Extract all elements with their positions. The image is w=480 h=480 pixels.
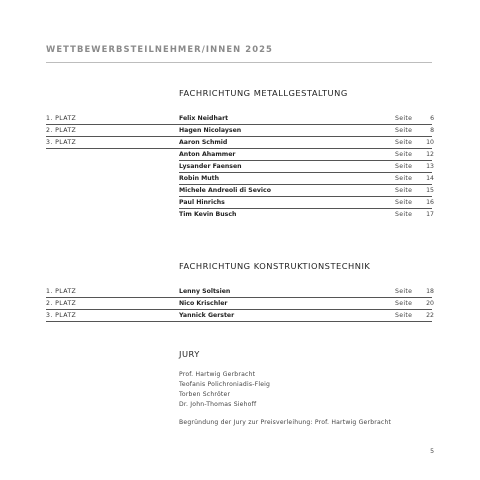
place-label-1: 1. PLATZ (46, 288, 77, 295)
jury-member: Dr. John-Thomas Siehoff (179, 401, 257, 408)
entry-name: Lenny Soltsien (179, 288, 231, 295)
entry-name: Lysander Faensen (179, 163, 242, 170)
jury-note: Begründung der Jury zur Preisverleihung: Prof. Hartwig Gerbracht (179, 419, 392, 426)
header-divider (46, 62, 432, 63)
entry-seite-label: Seite (395, 187, 413, 194)
entry-seite-label: Seite (395, 300, 413, 307)
entry-seite-label: Seite (395, 127, 413, 134)
entry-seite-label: Seite (395, 139, 413, 146)
page-number: 5 (430, 448, 434, 455)
jury-member: Prof. Hartwig Gerbracht (179, 371, 256, 378)
row-divider (46, 148, 432, 149)
place-label-3: 3. PLATZ (46, 139, 77, 146)
place-label-3: 3. PLATZ (46, 312, 77, 319)
entry-page-number: 18 (426, 288, 434, 295)
row-divider (46, 297, 432, 298)
place-label-2: 2. PLATZ (46, 300, 77, 307)
row-divider (179, 208, 432, 209)
row-divider (46, 136, 432, 137)
entry-seite-label: Seite (395, 288, 413, 295)
place-label-1: 1. PLATZ (46, 115, 77, 122)
place-label-2: 2. PLATZ (46, 127, 77, 134)
row-divider (179, 196, 432, 197)
entry-name: Tim Kevin Busch (179, 211, 237, 218)
row-divider (46, 321, 432, 322)
entry-page-number: 12 (426, 151, 434, 158)
row-divider (179, 172, 432, 173)
entry-seite-label: Seite (395, 163, 413, 170)
entry-name: Paul Hinrichs (179, 199, 225, 206)
entry-name: Anton Ahammer (179, 151, 236, 158)
jury-member: Torben Schröter (179, 391, 231, 398)
entry-seite-label: Seite (395, 151, 413, 158)
entry-seite-label: Seite (395, 312, 413, 319)
entry-page-number: 14 (426, 175, 434, 182)
entry-page-number: 22 (426, 312, 434, 319)
entry-name: Hagen Nicolaysen (179, 127, 242, 134)
entry-name: Robin Muth (179, 175, 220, 182)
entry-name: Aaron Schmid (179, 139, 228, 146)
entry-seite-label: Seite (395, 175, 413, 182)
entry-page-number: 20 (426, 300, 434, 307)
row-divider (46, 124, 432, 125)
entry-name: Yannick Gerster (179, 312, 235, 319)
entry-page-number: 13 (426, 163, 434, 170)
entry-page-number: 8 (430, 127, 434, 134)
entry-page-number: 15 (426, 187, 434, 194)
entry-page-number: 16 (426, 199, 434, 206)
entry-name: Michele Andreoli di Sevico (179, 187, 271, 194)
page-header-title: WETTBEWERBSTEILNEHMER/INNEN 2025 (46, 44, 273, 54)
row-divider (179, 184, 432, 185)
entry-name: Nico Krischler (179, 300, 228, 307)
row-divider (46, 309, 432, 310)
row-divider (179, 160, 432, 161)
jury-title: JURY (179, 349, 200, 359)
entry-page-number: 10 (426, 139, 434, 146)
entry-seite-label: Seite (395, 199, 413, 206)
entry-seite-label: Seite (395, 115, 413, 122)
entry-page-number: 17 (426, 211, 434, 218)
entry-page-number: 6 (430, 115, 434, 122)
section-title-konstruktionstechnik: FACHRICHTUNG KONSTRUKTIONSTECHNIK (179, 261, 371, 271)
entry-name: Felix Neidhart (179, 115, 229, 122)
jury-member: Teofanis Polichroniadis-Fleig (179, 381, 271, 388)
entry-seite-label: Seite (395, 211, 413, 218)
section-title-metallgestaltung: FACHRICHTUNG METALLGESTALTUNG (179, 88, 348, 98)
